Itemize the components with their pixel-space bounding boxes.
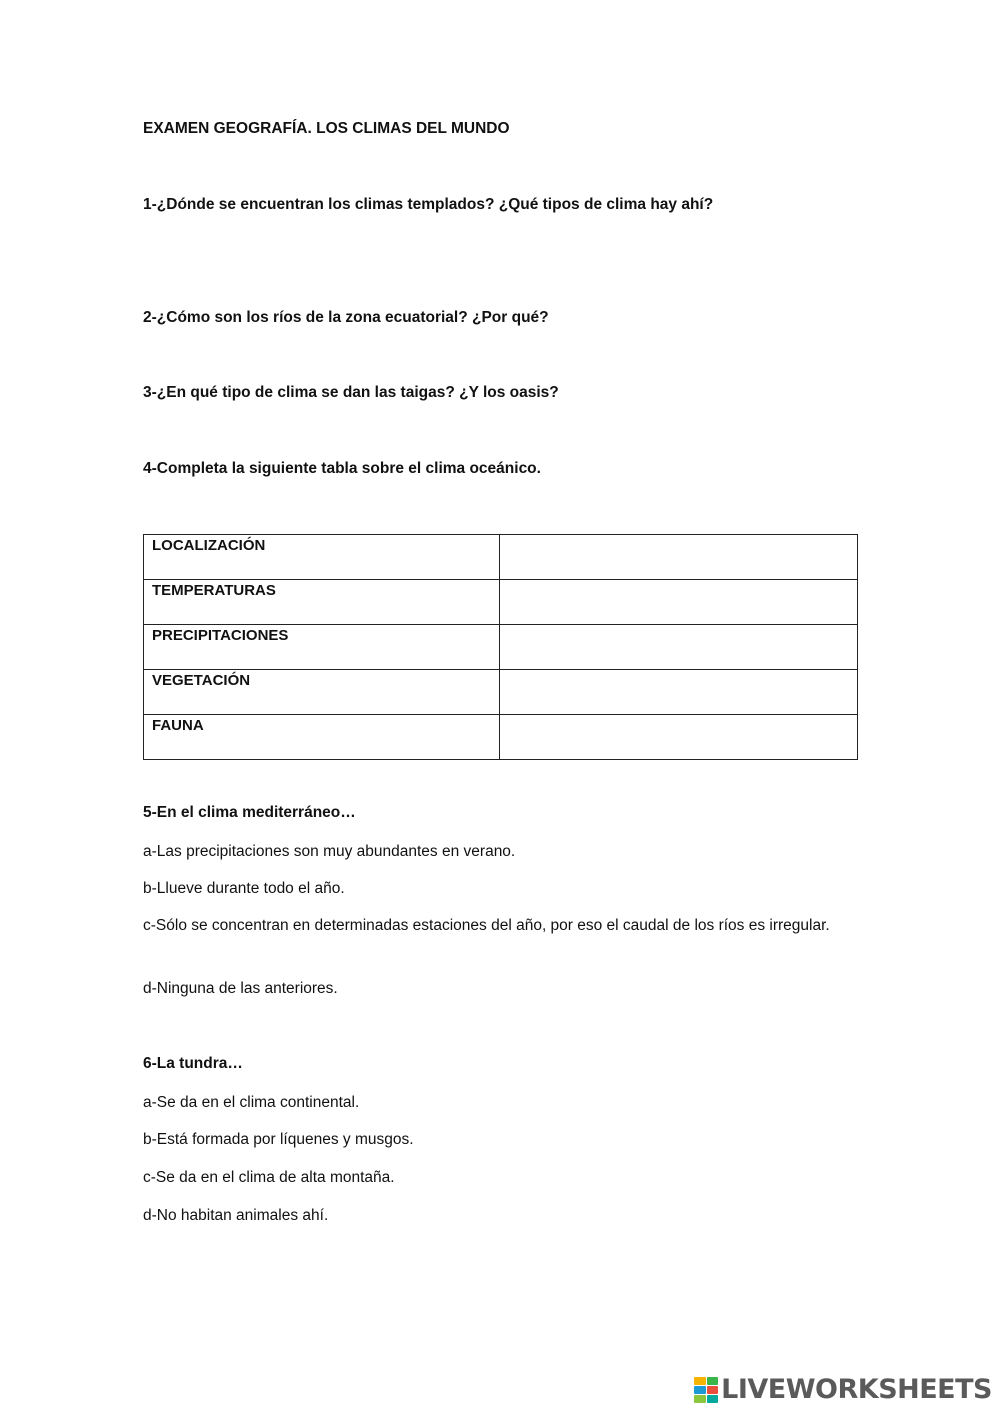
q5-option-a[interactable]: a-Las precipitaciones son muy abundantes en verano.	[143, 843, 516, 860]
table-row	[144, 580, 858, 625]
table-row-label: FAUNA	[144, 715, 500, 760]
logo-tile	[707, 1386, 719, 1394]
table-answer-cell[interactable]	[500, 535, 858, 580]
table-answer-cell[interactable]	[500, 715, 858, 760]
table-row-label: VEGETACIÓN	[144, 670, 500, 715]
logo-tile	[707, 1377, 719, 1385]
q5-option-c[interactable]: c-Sólo se concentran en determinadas estaciones del año, por eso el caudal de los ríos es irregular.	[143, 917, 830, 934]
logo-tile	[707, 1395, 719, 1403]
q6-option-c[interactable]: c-Se da en el clima de alta montaña.	[143, 1169, 395, 1186]
table-row-label: PRECIPITACIONES	[144, 625, 500, 670]
q5-option-d[interactable]: d-Ninguna de las anteriores.	[143, 980, 338, 997]
question-5: 5-En el clima mediterráneo…	[143, 804, 356, 821]
q6-option-d[interactable]: d-No habitan animales ahí.	[143, 1207, 329, 1224]
question-2: 2-¿Cómo son los ríos de la zona ecuatorial? ¿Por qué?	[143, 309, 549, 326]
question-1: 1-¿Dónde se encuentran los climas templados? ¿Qué tipos de clima hay ahí?	[143, 196, 714, 213]
oceanic-climate-table	[143, 534, 858, 760]
table-row	[144, 670, 858, 715]
exam-title: EXAMEN GEOGRAFÍA. LOS CLIMAS DEL MUNDO	[143, 120, 510, 137]
table-row	[144, 625, 858, 670]
logo-tile	[694, 1386, 706, 1394]
q5-option-b[interactable]: b-Llueve durante todo el año.	[143, 880, 345, 897]
question-6: 6-La tundra…	[143, 1055, 243, 1072]
logo-tile	[694, 1395, 706, 1403]
table-answer-cell[interactable]	[500, 580, 858, 625]
table-row	[144, 535, 858, 580]
logo-tile	[694, 1377, 706, 1385]
question-4: 4-Completa la siguiente tabla sobre el clima oceánico.	[143, 460, 541, 477]
table-row	[144, 715, 858, 760]
table-answer-cell[interactable]	[500, 670, 858, 715]
table-row-label: LOCALIZACIÓN	[144, 535, 500, 580]
liveworksheets-brand	[694, 1376, 992, 1403]
table-answer-cell[interactable]	[500, 625, 858, 670]
brand-name: LIVEWORKSHEETS	[721, 1374, 992, 1405]
liveworksheets-logo-icon	[694, 1377, 718, 1403]
q6-option-b[interactable]: b-Está formada por líquenes y musgos.	[143, 1131, 414, 1148]
q6-option-a[interactable]: a-Se da en el clima continental.	[143, 1094, 360, 1111]
table-row-label: TEMPERATURAS	[144, 580, 500, 625]
question-3: 3-¿En qué tipo de clima se dan las taigas? ¿Y los oasis?	[143, 384, 559, 401]
